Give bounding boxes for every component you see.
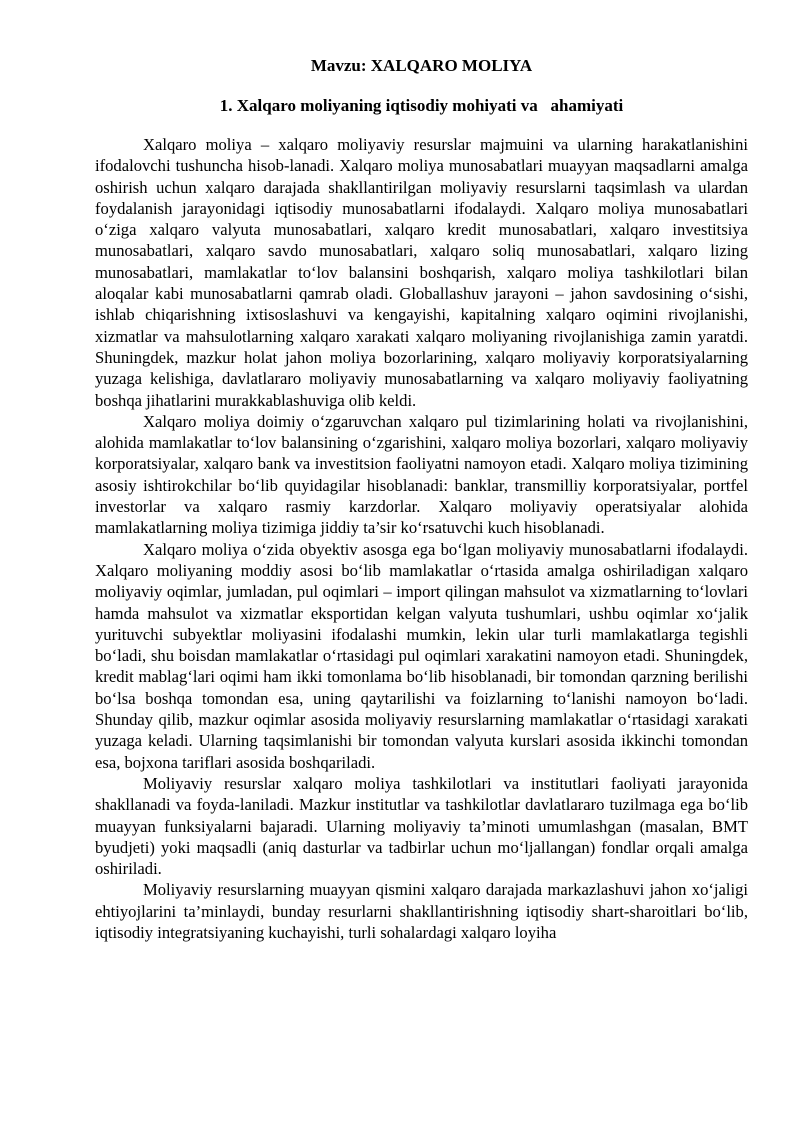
body-paragraph: Moliyaviy resurslar xalqaro moliya tashkilotlari va institutlari faoliyati jarayonida shakllanadi va foyda-laniladi. Mazkur institutlar va tashkilotlar davlatlararo tuzilmaga ega bo‘lib muayyan funksiyalarni bajaradi. Ularning moliyaviy ta’minoti umumlashgan (masalan, BMT byudjeti) yoki maqsadli (aniq dasturlar va tadbirlar uchun mo‘ljallangan) fondlar orqali amalga oshiriladi. — [95, 773, 748, 879]
body-paragraph: Xalqaro moliya doimiy o‘zgaruvchan xalqaro pul tizimlarining holati va rivojlanishini, alohida mamlakatlar to‘lov balansining o‘zgarishini, xalqaro moliya bozorlari, xalqaro moliyaviy korporatsiyalar, xalqaro bank va investitsion faoliyatni namoyon etadi. Xalqaro moliya tizimining asosiy ishtirokchilar bo‘lib quyidagilar hisoblanadi: banklar, transmilliy korporatsiyalar, portfel investorlar va xalqaro rasmiy karzdorlar. Xalqaro moliyaviy operatsiyalar alohida mamlakatlarning moliya tizimiga jiddiy ta’sir ko‘rsatuvchi kuch hisoblanadi. — [95, 411, 748, 538]
document-page — [95, 54, 748, 943]
body-paragraph: Moliyaviy resurslarning muayyan qismini xalqaro darajada markazlashuvi jahon xo‘jaligi ehtiyojlarini ta’minlaydi, bunday resurlarni shakllantirishning iqtisodiy shart-sharoitlari bo‘lib, iqtisodiy integratsiyaning kuchayishi, turli sohalardagi xalqaro loyiha — [95, 880, 748, 942]
document-title: Mavzu: XALQARO MOLIYA — [310, 56, 533, 75]
section-heading: 1. Xalqaro moliyaning iqtisodiy mohiyati va ahamiyati — [219, 96, 624, 115]
document-body — [95, 134, 748, 943]
body-paragraph: Xalqaro moliya – xalqaro moliyaviy resurslar majmuini va ularning harakatlanishini ifodalovchi tushuncha hisob-lanadi. Xalqaro moliya munosabatlari muayyan maqsadlarni amalga oshirish uchun xalqaro darajada shakllantirilgan moliyaviy resurslarni taqsimlash va ulardan foydalanish jarayonidagi iqtisodiy munosabatlarni ifodalaydi. Xalqaro moliya munosabatlari o‘ziga xalqaro valyuta munosabatlari, xalqaro kredit munosabatlari, xalqaro investitsiya munosabatlari, xalqaro savdo munosabatlari, xalqaro soliq munosabatlari, xalqaro lizing munosabatlari, mamlakatlar to‘lov balansini boshqarish, xalqaro moliya tashkilotlari bilan aloqalar kabi munosabatlarni qamrab oladi. Globallashuv jarayoni – jahon savdosining o‘sishi, ishlab chiqarishning ixtisoslashuvi va kengayishi, kapitalning xalqaro oqimini rivojlanishi, xizmatlar va mahsulotlarning xalqaro xarakati xalqaro moliyaning rivojlanishiga zamin yaratdi. Shuningdek, mazkur holat jahon moliya bozorlarining, xalqaro moliyaviy korporatsiyalarning yuzaga kelishiga, davlatlararo moliyaviy munosabatlarning va xalqaro moliyaviy faoliyatning boshqa jihatlarini murakkablashuviga olib keldi. — [95, 135, 748, 410]
body-paragraph: Xalqaro moliya o‘zida obyektiv asosga ega bo‘lgan moliyaviy munosabatlarni ifodalaydi. Xalqaro moliyaning moddiy asosi bo‘lib mamlakatlar o‘rtasida amalga oshiriladigan xalqaro moliyaviy oqimlar, jumladan, pul oqimlari – import qilingan mahsulot va xizmatlarning to‘lovlari hamda mahsulot va xizmatlar eksportidan kelgan valyuta tushumlari, ushbu oqimlar xo‘jalik yurituvchi subyektlar moliyasini ifodalashi mumkin, lekin ular turli mamlakatlarga tegishli bo‘ladi, shu boisdan mamlakatlar o‘rtasidagi pul oqimlari xarakatini namoyon etadi. Shuningdek, kredit mablag‘lari oqimi ham ikki tomonlama bo‘lib hisoblanadi, bir tomondan qarzning berilishi bo‘lsa boshqa tomondan esa, uning qaytarilishi va foizlarning to‘lanishi namoyon bo‘ladi. Shunday qilib, mazkur oqimlar asosida moliyaviy resurslarning mamlakatlar o‘rtasidagi xarakati yuzaga keladi. Ularning taqsimlanishi bir tomondan valyuta kurslari asosida ikkinchi tomondan esa, bojxona tariflari asosida boshqariladi. — [95, 539, 748, 772]
